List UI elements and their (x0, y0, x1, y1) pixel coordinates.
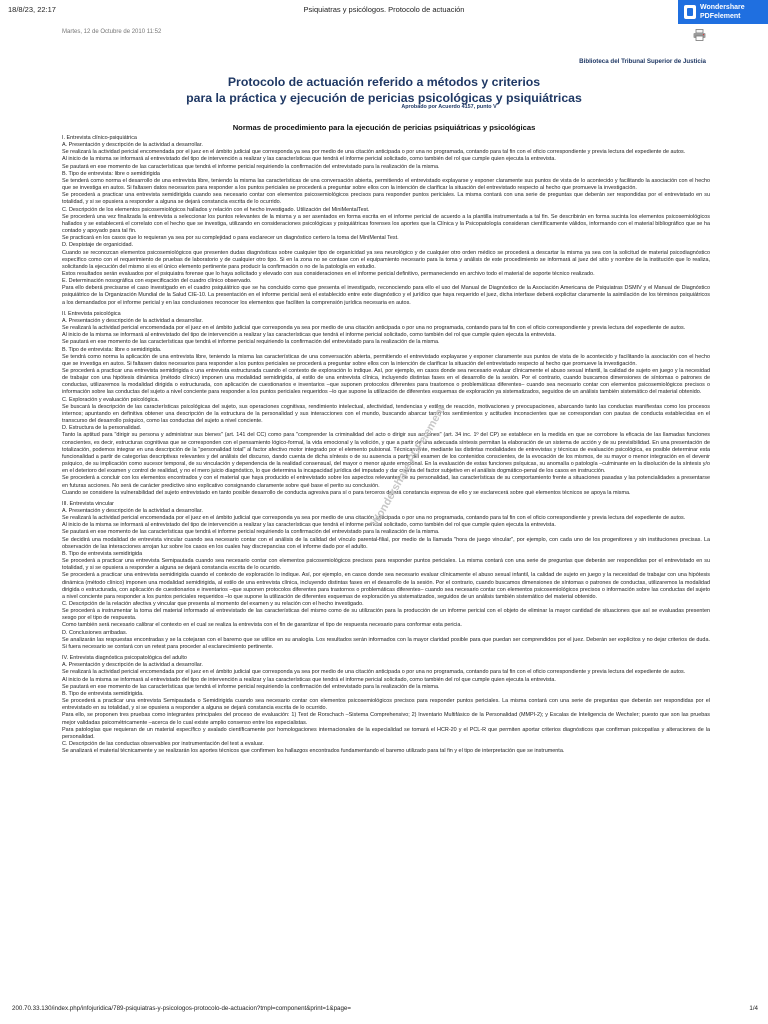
body-paragraph: Para ello deberá precisarse el caso investigado en el cuadro psiquiátrico que se ha concluido como que presenta el investigado, reconociendo para ello el uso del Manual de Diagnóstico de la Asociación Americana de Psiquiatras DSMIV y el Manual de Diagnóstico psiquiátrico de la Organización Mundial de la Salud CIE-10. La presentación en el informe pericial será el establecido entre este diagnóstico y el jurídico que haya requerido el juez, dicha interfase deberá explicitar claramente la asimilación de los términos psiquiátricos a los demandados por el informe pericial y en las conclusiones reconocer los elementos que faciliten la comprensión jurídica necesaria en autos. (62, 285, 710, 306)
browser-print-header (0, 0, 768, 20)
library-label: Biblioteca del Tribunal Superior de Justicia (579, 58, 706, 65)
body-paragraph: Se realizará la actividad pericial encomendada por el juez en el ámbito judicial que corresponda ya sea por medio de una citación anticipada o por una no programada, contando para tal fin con el oficio correspondiente y previa lectura del expediente de autos. (62, 669, 686, 676)
body-paragraph: Cuando se considere la vulnerabilidad del sujeto entrevistado en tanto posible desarrollo de conducta agresiva para sí o para terceros dejará constancia expresa de ello y se esclarecerá sobre qué elementos técnicos se apoya la misma. (62, 489, 631, 496)
body-paragraph: Para ello, se proponen tres pruebas como integrantes principales del proceso de evaluación: 1) Test de Rorschach –Sistema Comprehensivo; 2) Inventario Multifásico de la Personalidad (MMPI-2); y Escalas de Inteligencia de Wechsler; puesto que son las pruebas mejor validadas psicométricamente –acerca de lo cual existe amplio consenso entre los especialistas. (62, 712, 710, 726)
badge-line1: Wondershare (700, 4, 745, 11)
body-paragraph: IV. Entrevista diagnóstica psicopatológica del adulto (62, 655, 187, 662)
body-paragraph: Se procederá una vez finalizada la entrevista a seleccionar los puntos relevantes de la misma y a ser asentados en forma escrita en el informe pericial de acuerdo a la plantilla instrumentada a tal fin. Se describirán en forma sucinta los elementos psicosemiológicos hallados y se establecerá el correlato con el hecho que se investiga, utilizando en consideraciones psicológicas y psiquiátricas forenses los aportes que la Clínica y la Psicopatología consideran científicamente válidos, informando con el material bibliográfico que se ha contado y apoyado para tal fin. (62, 213, 710, 235)
body-paragraph: B. Tipo de entrevista semidirigida. (62, 690, 144, 697)
body-paragraph: Al inicio de la misma se informará al entrevistado del tipo de intervención a realizar y las características que tendrá el informe pericial solicitado, como también del rol que cumple quien ejecuta la entrevista. (62, 332, 556, 339)
body-paragraph: C. Exploración y evaluación psicológica. (62, 396, 160, 403)
body-paragraph: B. Tipo de entrevista semidirigida (62, 550, 143, 557)
body-paragraph: Se tenderá como norma el desarrollo de una entrevista libre, teniendo la misma las características de una conversación abierta, permitiendo el entrevistado explayarse y exponer claramente sus puntos de vista de lo acontecido y facilitando la asociación con el hecho que se investiga en autos. Si faltasen datos necesarios para responder a los puntos periciales se procederá a preguntar sobre ellos con la intención de clarificar la situación del entrevistado respecto al hecho que promueve la investigación. (62, 177, 710, 192)
body-paragraph: D. Conclusiones arribadas. (62, 629, 128, 636)
body-paragraph: Se procederá a practicar una entrevista Semipautada cuando sea necesario contar con elementos psicosemiológicos precisos para responder puntos periciales. La misma contará con una serie de preguntas que deberán ser respondidas por el entrevistado en su totalidad, y si se opusiera a responder a alguna se dejará constancia escrita de lo ocurrido. (62, 558, 710, 572)
print-icon[interactable] (693, 29, 706, 41)
document-title-line1: Protocolo de actuación referido a métodos y criterios (227, 75, 541, 89)
article-date: Martes, 12 de Octubre de 2010 11:52 (62, 29, 162, 35)
body-paragraph: II. Entrevista psicológica (62, 310, 121, 317)
body-paragraph: Se tendrá como norma la aplicación de una entrevista libre, teniendo la misma las características de una conversación abierta, permitiendo el entrevistado explayarse y exponer claramente sus puntos de vista de lo acontecido y facilitando la asociación con el hecho que se investiga en autos. Si faltasen datos necesarios para responder a los puntos periciales se procederá a preguntar sobre ellos con la intención de clarificar la situación del entrevistado respecto al hecho que promueve la investigación. (62, 353, 710, 367)
print-datetime: 18/8/23, 22:17 (8, 5, 56, 14)
body-paragraph: C. Descripción de las conductas observables por instrumentación del test a evaluar. (62, 740, 264, 747)
body-paragraph: Se pautará en ese momento de las características que tendrá el informe pericial requiriendo la confirmación del entrevistado para la realización de la misma. (62, 339, 440, 346)
norms-heading: Normas de procedimiento para la ejecución de pericias psiquiátricas y psicológicas (232, 123, 536, 132)
body-paragraph: B. Tipo de entrevista: libre o semidirigida. (62, 346, 162, 353)
body-paragraph: Se procederá a practicar una entrevista semidirigida cuando sea necesario contar con elementos psicosemiológicos precisos para responder puntos periciales. La misma contará con una serie de preguntas que deberán ser respondidas por el entrevistado en su totalidad, y si se opusiera a responder a alguna se dejará constancia escrita de lo ocurrido. (62, 192, 710, 206)
watermark: Wondershare PDFelement (368, 403, 448, 529)
body-paragraph: Como también será necesario calibrar el contexto en el cual se realiza la entrevista con el fin de garantizar el tipo de respuesta necesario para conformar esta pericia. (62, 622, 462, 629)
body-paragraph: Al inicio de la misma se informará al entrevistado del tipo de intervención a realizar y las características que tendrá el informe pericial solicitado, como también del rol que cumple quien ejecuta la entrevista. (62, 522, 556, 529)
body-paragraph: Se pautará en ese momento de las características que tendrá el informe pericial requiriendo la confirmación del entrevistado para la realización de la misma. (62, 529, 440, 536)
body-paragraph: D. Estructura de la personalidad. (62, 425, 142, 432)
body-paragraph: Cuando se reconozcan elementos psicosemiológicos que presenten dudas diagnósticas sobre cualquier tipo de organicidad ya sea neurológico y de cualquier otro orden médico se procederá a descartar la misma ya sea con la solicitud de material psicodiagnóstico específico como con el requerimiento de pruebas de laboratorio y de cualquier otro tipo. Si en la zona no se contase con el equipamiento necesario para la toma y análisis de este procedimiento se informará al juez del sitio y nombre de la institución que lo realiza, solicitando la ejecución del mismo si es el único elemento pertinente para producir la confirmación o no de la patología en estudio. (62, 249, 710, 270)
footer-url: 200.70.33.130/index.php/infojuridica/789-psiquiatras-y-psicologos-protocolo-de-actuacion?tmpl=component&print=1&page= (12, 1005, 351, 1012)
body-paragraph: Para patologías que requieran de un material específico y avalado científicamente por homologaciones internacionales de la especialidad se tomará el HCR-20 y el PCL-R que permiten aportar criterios diagnósticos que confirman psicopatías y alteraciones de la personalidad. (62, 726, 710, 740)
body-paragraph: E. Determinación nosográfica con especificación del cuadro clínico observado. (62, 278, 252, 285)
document-title-line2: para la práctica y ejecución de pericias psicológicas y psiquiátricas (186, 91, 582, 105)
body-paragraph: III. Entrevista vincular (62, 500, 114, 507)
body-paragraph: Se procederá a practicar una entrevista semidirigida cuando el contexto de exploración lo indique. Así, por ejemplo, en casos donde sea necesario evaluar clínicamente el abuso sexual infantil, la calidad de sujeto en juego y la necesidad de trabajar con una hipótesis dinámica (método clínico) imponen una modalidad semidirigida, al estilo de una entrevista clínica, incluyendo distintas fases en el desarrollo de la sesión. Por el contrario, cuando buscamos dimensiones de síntomas o patrones de conductas, utilizaremos la modalidad dirigida o estructurada, con aplicación de cuestionarios e inventarios –que suponen protocolos diferentes para trastornos o problemáticas diferentes– cuando sea necesario contar con elementos psicosemiológicos precisos o información sobre las conductas del sujeto a nivel conciente para responder a los puntos periciales requeridos –lo que supone la utilización de diferentes esquemas de exploración ya sistematizados, seguidos de un análisis también sistemático del material obtenido. (62, 572, 710, 600)
body-paragraph: Al inicio de la misma se informará al entrevistado del tipo de intervención a realizar y las características que tendrá el informe pericial solicitado, como también del rol que cumple quien ejecuta la entrevista. (62, 156, 556, 163)
body-paragraph: Se decidirá una modalidad de entrevista vincular cuando sea necesario contar con el análisis de la calidad del vínculo parental-filial, por medio de la llamada "hora de juego vincular", por ejemplo, con cada uno de los progenitores y sin instituciones precisas. La observación de las interacciones arrojan luz sobre los casos en los cuales hay discrepancias con el informe dado por el adulto. (62, 536, 710, 550)
pdfelement-badge[interactable] (678, 0, 768, 24)
body-paragraph: Al inicio de la misma se informará al entrevistado del tipo de intervención a realizar y las características que tendrá el informe pericial solicitado, como también del rol que cumple quien ejecuta la entrevista. (62, 676, 556, 683)
pdfelement-logo-icon (684, 5, 696, 19)
document-body (62, 135, 710, 1003)
footer-page-number: 1/4 (749, 1005, 758, 1012)
body-paragraph: Se procederá a practicar una entrevista Semipautada o Semidirigida cuando sea necesario contar con elementos psicosemiológicos precisos para responder puntos periciales. La misma contará con una serie de preguntas que deberán ser respondidas por el entrevistado en su totalidad, y si se opusiera a responder a alguna se dejará constancia escrita de lo ocurrido. (62, 698, 710, 712)
body-paragraph: A. Presentación y descripción de la actividad a desarrollar. (62, 142, 203, 149)
body-paragraph: Tanto la aptitud para "dirigir su persona y administrar sus bienes" (art. 141 del CC) como para "comprender la criminalidad del acto o dirigir sus acciones" (art. 34 inc. 1º del CP) se establece en la medida en que se corrobore la eficacia de las llamadas funciones conscientes, es decir, estructuras cognitivas que se corresponden con el pensamiento lógico-formal, la vida emocional y la volición, y que a partir de una adecuada síntesis permitan la elaboración de un sistema de acción y de su previsibilidad. En una presentación de totalización, podemos integrar en una descripción de la "personalidad total" al factor afectivo motor integrado por el elemento pulsional. Técnicamente, mediante las distintas modalidades de entrevistas y técnicas de evaluación psicológica, es posible determinar esta funcionalidad a partir de categorías descriptivas relevantes y del análisis del discurso, dando cuenta de dicha síntesis o de su ausencia a partir del examen de los contenidos conscientes, de la evocación de los mismos, de su mayor o menor integración en el devenir psíquico, de su implicación como sucesor temporal, de su vinculación y dependencia de la realidad consensual, del mayor o menor ajuste emocional. En la evaluación de estas funciones psíquicas, su anomalía o patología –culminante en la disolución de la síntesis y/o en el deterioro del examen y control de realidad, y no el mero juicio diagnóstico, lo que determina la incapacidad jurídica del imputado y dar cuenta del factor subjetivo en el análisis dogmático-penal de los casos en instrucción. (62, 432, 710, 475)
badge-line2: PDFelement (700, 13, 741, 20)
body-paragraph: Se pautará en ese momento de las características que tendrá el informe pericial requiriendo la confirmación del entrevistado para la realización de la misma. (62, 163, 440, 170)
body-paragraph: Se pautará en ese momento de las características que tendrá el informe pericial requiriendo la confirmación del entrevistado para la realización de la misma. (62, 683, 440, 690)
body-paragraph: Se realizará la actividad pericial encomendada por el juez en el ámbito judicial que corresponda ya sea por medio de una citación anticipada o por una no programada, contando para tal fin con el oficio correspondiente y previa lectura del expediente de autos. (62, 515, 686, 522)
approval-note: Aprobado por Acuerdo 4157, punto V (401, 104, 497, 110)
body-paragraph: Se realizará la actividad pericial encomendada por el juez en el ámbito judicial que corresponda ya sea por medio de una citación anticipada o por una no programada, contando para tal fin con el oficio correspondiente y previa lectura del expediente de autos. (62, 325, 686, 332)
body-paragraph: D. Despistaje de organicidad. (62, 242, 134, 249)
body-paragraph: A. Presentación y descripción de la actividad a desarrollar. (62, 507, 203, 514)
body-paragraph: Se analizarán las respuestas encontradas y se la cotejaran con el baremo que se utilice en su analogía. Los resultados serán informados con la mayor claridad posible para que puedan ser comprendidos por el juez. Deberán ser explícitos y no dejar criterios de duda. Si fuera necesario se contará con un retest para proceder al esclarecimiento pertinente. (62, 636, 710, 650)
body-paragraph: Se procederá a practicar una entrevista semidirigida o una entrevista estructurada cuando el contexto de exploración lo indique. Así, por ejemplo, en casos donde sea necesario evaluar clínicamente el abuso sexual infantil, la calidad de sujeto en juego y la necesidad de trabajar con una hipótesis dinámica (método clínico) imponen una modalidad semidirigida, al estilo de una entrevista clínica, incluyendo distintas fases en el desarrollo de la sesión. Por el contrario, cuando buscamos dimensiones de síntomas o patrones de conductas, utilizaremos la modalidad dirigida o estructurada, con aplicación de cuestionarios e inventarios –que suponen protocolos diferentes para trastornos o problemáticas diferentes– cuando sea necesario contar con elementos psicosemiológicos precisos o información sobre las conductas del sujeto a nivel conciente para responder a los puntos periciales requeridos –lo que supone la utilización de diferentes esquemas de exploración ya sistematizados, seguidos de un análisis también sistemático del material obtenido. (62, 368, 710, 396)
body-paragraph: B. Tipo de entrevista: libre o semidirigida (62, 170, 160, 177)
body-paragraph: Se procederá a instrumentar la toma del material informado al entrevistado de las características del mismo como de su utilización para la producción de un informe pericial con el objeto de eliminar la mayor cantidad de situaciones que así se evaluadas presenten sesgo por el tipo de respuesta. (62, 608, 710, 622)
body-paragraph: I. Entrevista clínico-psiquiátrica (62, 135, 137, 141)
body-paragraph: Se analizará el material técnicamente y se realizarán los aportes técnicos que confirmen los hallazgos encontrados fundamentando el baremo utilizado para tal fin y el tipo de interpretación que se instrumenta. (62, 748, 565, 755)
body-paragraph: C. Descripción de la relación afectiva y vincular que presenta al momento del examen y su relación con el hecho investigado. (62, 601, 364, 607)
body-paragraph: Se procederá a concluir con los elementos encontrados y con el material que haya producido el entrevistado sobre los aspectos relevantes de su personalidad, las características de su comportamiento frente a situaciones pasadas y las potencialidades a presentarse en futuras acciones. No será de carácter predictivo sino explicativo consignando claramente sobre qué base el perito su conclusión. (62, 475, 710, 489)
body-paragraph: C. Descripción de los elementos psicosemiológicos hallados y relación con el hecho investigado. Utilización del MiniMentalTest. (62, 206, 370, 213)
body-paragraph: Se realizará la actividad pericial encomendada por el juez en el ámbito judicial que corresponda ya sea por medio de una citación anticipada o por una no programada, contando para tal fin con el oficio correspondiente y previa lectura del expediente de autos. (62, 149, 686, 156)
print-page-title: Psiquiatras y psicólogos. Protocolo de actuación (303, 5, 465, 14)
body-paragraph: Se buscará la descripción de las características psicológicas del sujeto, sus operaciones cognitivas, rendimiento intelectual, afectividad, tendencias y estilos de reacción, motivaciones y preocupaciones, abarcando tanto las conductas manifiestas como los procesos internos; apuntando en definitiva obtener una descripción de la estructura de la personalidad y sus interacciones con el mundo, buscando abarcar tanto los sentimientos y actitudes inconscientes que se correspondan con pautas de conducta establecidas en el transcurso del desarrollo psíquico, como las conductas del sujeto a nivel conciente. (62, 403, 710, 425)
body-paragraph: Se practicará en los casos que lo requieran ya sea por su complejidad o para esclarecer un diagnóstico certero la toma del MiniMental Test. (62, 235, 399, 242)
body-paragraph: Estos resultados serán evaluados por el psiquiatra forense que lo haya solicitado y elevado con sus consideraciones en el informe pericial definitivo, permaneciendo en archivo todo el material de soporte técnico realizado. (62, 270, 595, 277)
body-paragraph: A. Presentación y descripción de la actividad a desarrollar. (62, 317, 203, 324)
body-paragraph: A. Presentación y descripción de la actividad a desarrollar. (62, 662, 203, 669)
